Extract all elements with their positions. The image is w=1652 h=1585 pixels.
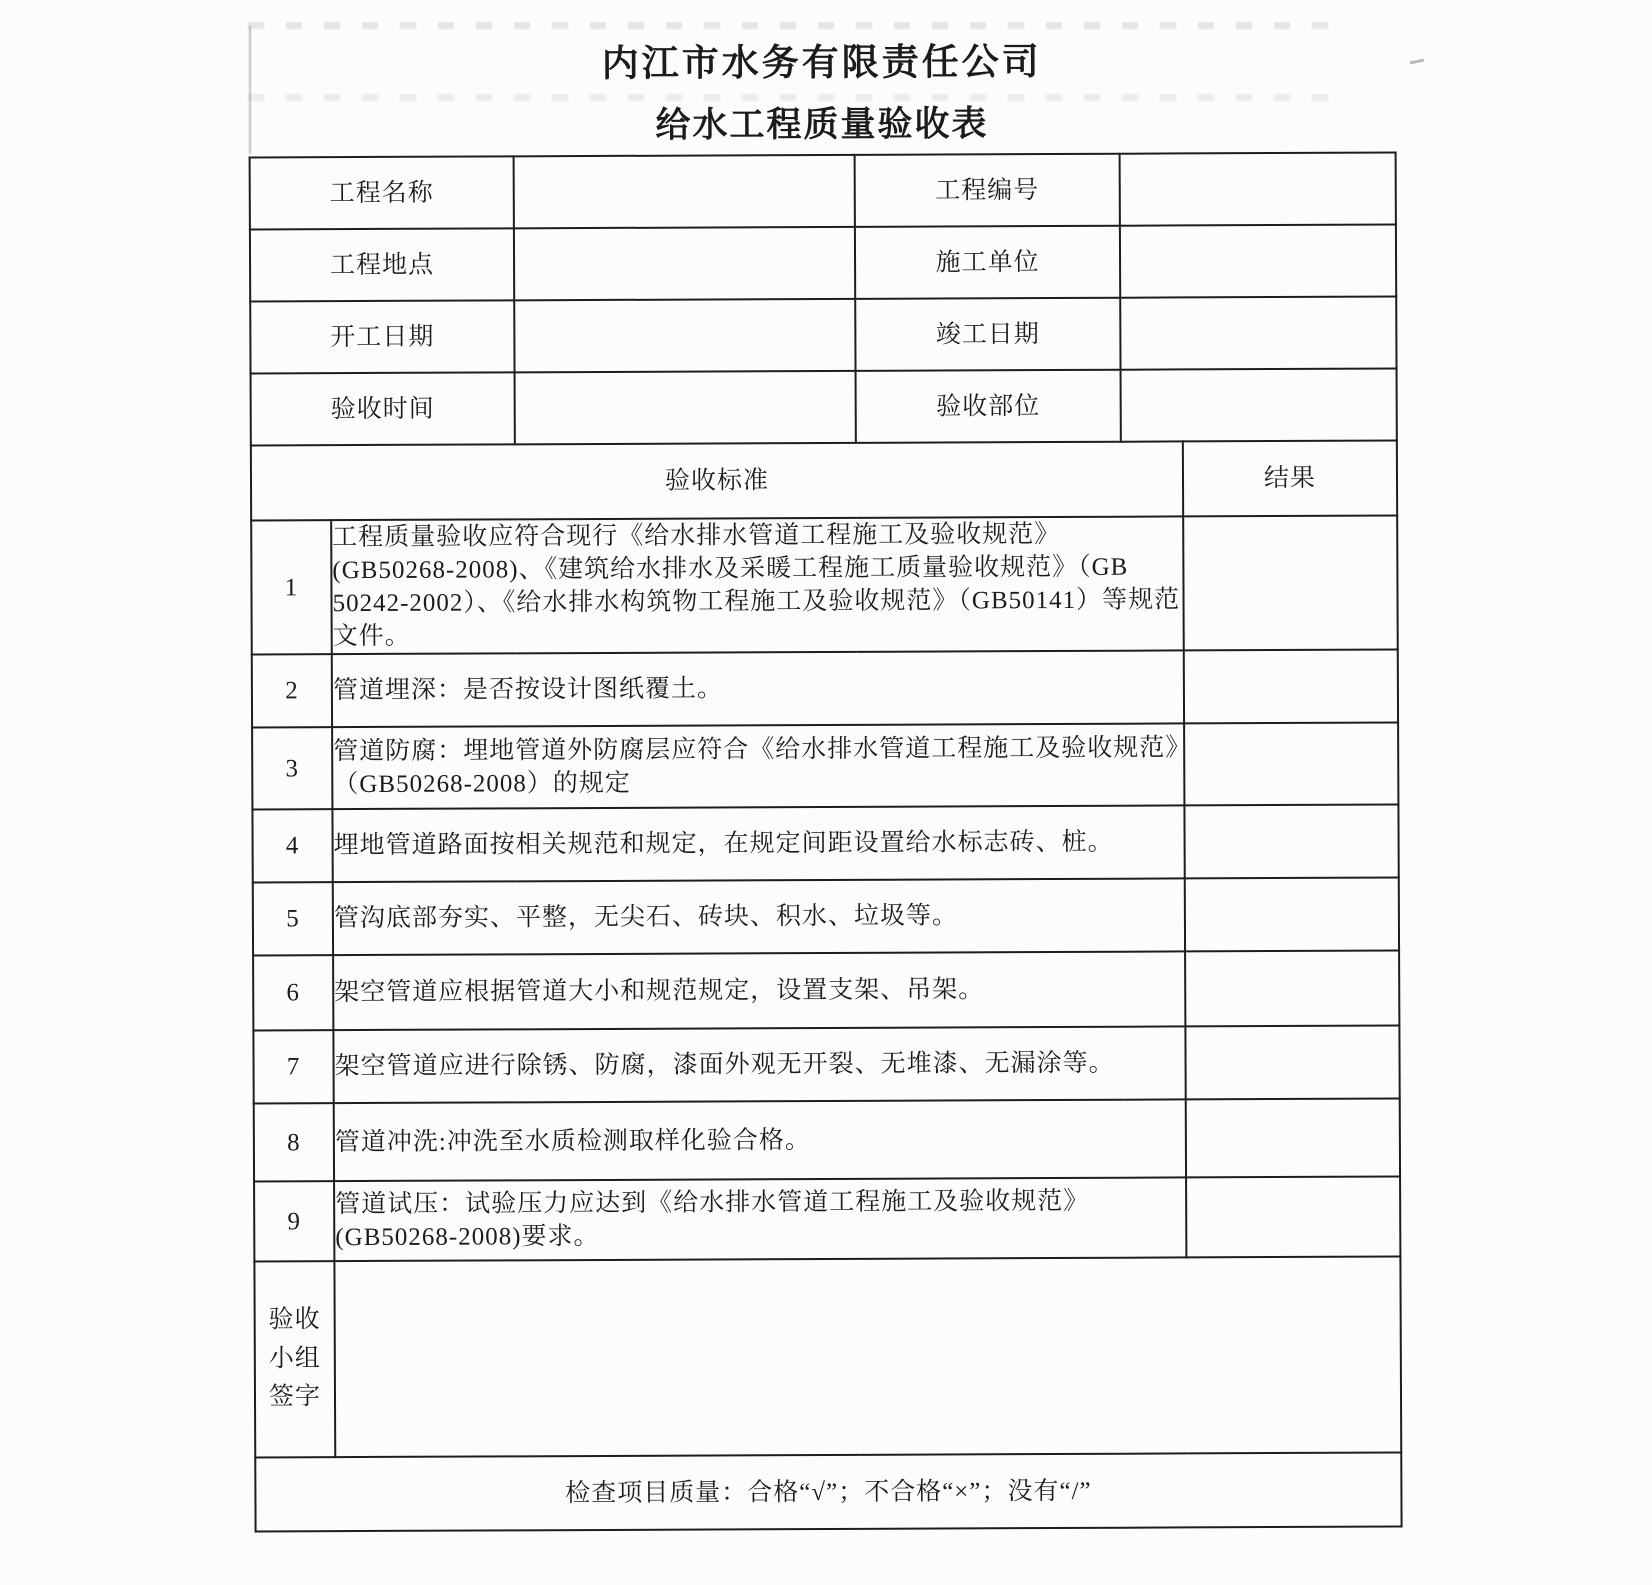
start-date-value — [514, 299, 855, 372]
standard-item-row — [252, 804, 1398, 882]
item-result — [1185, 950, 1399, 1026]
construction-unit-value — [1120, 224, 1396, 297]
result-column-header: 结果 — [1183, 440, 1397, 516]
item-number: 7 — [253, 1030, 333, 1103]
item-text: 架空管道应进行除锈、防腐，漆面外观无开裂、无堆漆、无漏涂等。 — [333, 1026, 1185, 1103]
item-result — [1184, 804, 1398, 878]
form-title: 给水工程质量验收表 — [655, 104, 989, 145]
footer-note: 检查项目质量：合格“√”；不合格“×”；没有“/” — [255, 1452, 1401, 1531]
project-number-value — [1120, 152, 1396, 225]
standard-item-row — [253, 950, 1399, 1030]
standard-item-row — [252, 722, 1398, 809]
completion-date-value — [1120, 296, 1396, 369]
completion-date-label: 竣工日期 — [855, 298, 1120, 371]
item-number: 4 — [252, 809, 332, 882]
standard-item-row — [254, 1098, 1400, 1181]
project-number-label: 工程编号 — [855, 154, 1120, 227]
item-number: 2 — [252, 654, 332, 727]
project-location-value — [514, 227, 855, 300]
item-text: 管道冲洗:冲洗至水质检测取样化验合格。 — [334, 1099, 1186, 1181]
item-number: 6 — [253, 955, 333, 1030]
standard-item-row — [253, 877, 1399, 955]
footer-note-row — [255, 1452, 1401, 1531]
item-text: 管道防腐：埋地管道外防腐层应符合《给水排水管道工程施工及验收规范》（GB50268-2008）的规定 — [332, 723, 1184, 809]
start-date-label: 开工日期 — [250, 300, 514, 373]
standard-item-row — [254, 1176, 1400, 1261]
standards-column-header: 验收标准 — [251, 441, 1183, 520]
item-number: 1 — [251, 520, 332, 654]
acceptance-time-label: 验收时间 — [251, 372, 515, 445]
signature-row — [254, 1256, 1401, 1457]
info-row-start-date — [250, 296, 1396, 373]
project-name-label: 工程名称 — [250, 156, 514, 229]
acceptance-part-value — [1121, 368, 1397, 441]
project-name-value — [514, 155, 855, 228]
scan-speck — [1410, 59, 1424, 65]
item-number: 9 — [254, 1181, 334, 1261]
item-result — [1184, 649, 1398, 723]
item-result — [1183, 515, 1398, 650]
standard-item-row — [251, 515, 1398, 654]
acceptance-form-table — [249, 151, 1403, 1532]
item-number: 3 — [252, 727, 332, 809]
item-number: 8 — [254, 1103, 334, 1181]
acceptance-part-label: 验收部位 — [856, 370, 1121, 443]
standard-item-row — [253, 1025, 1399, 1103]
signature-area — [334, 1256, 1401, 1457]
item-text: 工程质量验收应符合现行《给水排水管道工程施工及验收规范》(GB50268-2008)、《建筑给水排水及采暖工程施工质量验收规范》（GB 50242-2002）、《给水排水构筑物工程施工及验收规范》（GB50141）等规范文件。 — [331, 516, 1184, 654]
item-text: 埋地管道路面按相关规范和规定，在规定间距设置给水标志砖、桩。 — [332, 805, 1184, 882]
info-row-acceptance-time — [251, 368, 1397, 445]
item-text: 管道试压：试验压力应达到《给水排水管道工程施工及验收规范》(GB50268-2008)要求。 — [334, 1177, 1186, 1261]
document — [248, 17, 1402, 1532]
company-title: 内江市水务有限责任公司 — [601, 42, 1042, 85]
item-text: 管沟底部夯实、平整，无尖石、砖块、积水、垃圾等。 — [333, 878, 1185, 955]
item-result — [1185, 1025, 1399, 1099]
info-row-project-name — [250, 152, 1396, 229]
acceptance-time-value — [515, 371, 856, 444]
item-result — [1185, 877, 1399, 951]
item-result — [1186, 1098, 1400, 1177]
signature-group-label-text: 验收小组签字 — [268, 1306, 322, 1411]
signature-group-label — [254, 1261, 335, 1457]
construction-unit-label: 施工单位 — [855, 226, 1120, 299]
item-text: 架空管道应根据管道大小和规范规定，设置支架、吊架。 — [333, 951, 1185, 1030]
standard-item-row — [252, 649, 1398, 727]
item-result — [1184, 722, 1398, 805]
info-row-project-location — [250, 224, 1396, 301]
item-text: 管道埋深：是否按设计图纸覆土。 — [332, 650, 1184, 727]
item-result — [1186, 1176, 1400, 1257]
project-location-label: 工程地点 — [250, 228, 514, 301]
item-number: 5 — [253, 882, 333, 955]
standards-header-row — [251, 440, 1397, 520]
